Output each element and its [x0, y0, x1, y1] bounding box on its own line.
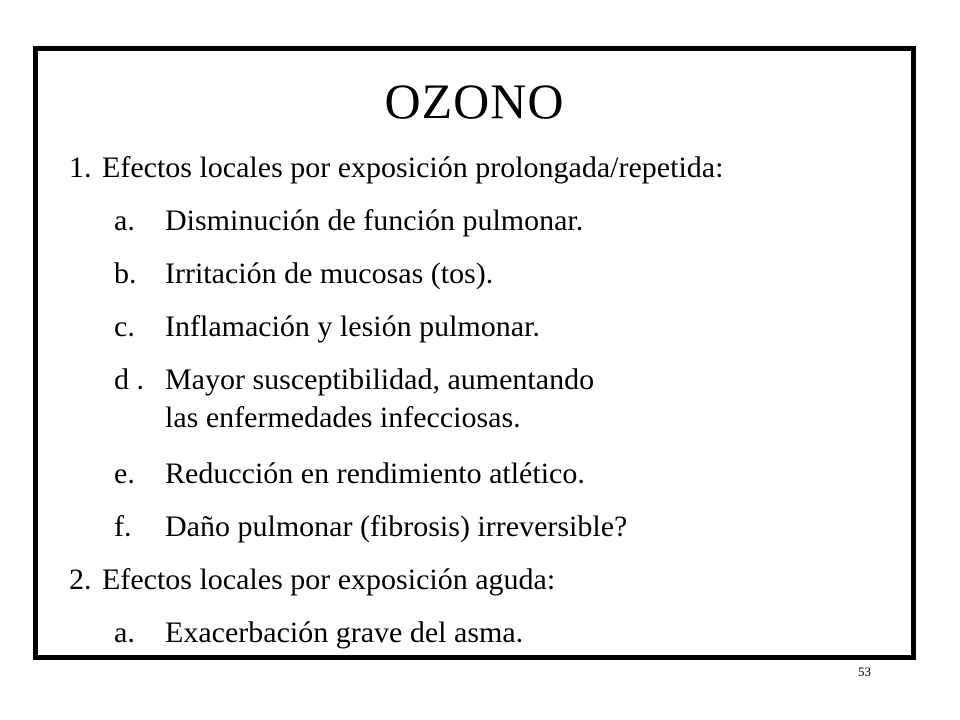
list-item-text: Disminución de función pulmonar.: [165, 204, 584, 237]
page-number: 53: [858, 664, 871, 679]
list-item-marker: a.: [114, 616, 135, 649]
list-item-marker: f.: [114, 510, 132, 543]
list-item-marker: c.: [114, 310, 135, 343]
list-item-marker: e.: [114, 457, 135, 490]
list-item-continuation-text: las enfermedades infecciosas.: [165, 401, 521, 434]
slide-frame: [33, 46, 916, 660]
list-item-marker: d .: [114, 363, 144, 396]
list-item-marker: a.: [114, 204, 135, 237]
list-item-text: Irritación de mucosas (tos).: [165, 257, 494, 290]
list-item-marker: b.: [114, 257, 137, 290]
section-2-number: 2.: [69, 563, 92, 596]
slide-title: OZONO: [384, 73, 565, 129]
list-item-text: Daño pulmonar (fibrosis) irreversible?: [165, 510, 628, 543]
section-1-heading: Efectos locales por exposición prolongada/repetida:: [102, 151, 724, 184]
list-item-text: Mayor susceptibilidad, aumentando: [165, 363, 595, 396]
list-item-text: Exacerbación grave del asma.: [165, 616, 524, 649]
section-2-heading: Efectos locales por exposición aguda:: [102, 563, 556, 596]
section-1-number: 1.: [69, 151, 92, 184]
list-item-text: Reducción en rendimiento atlético.: [165, 457, 585, 490]
list-item-text: Inflamación y lesión pulmonar.: [165, 310, 540, 343]
